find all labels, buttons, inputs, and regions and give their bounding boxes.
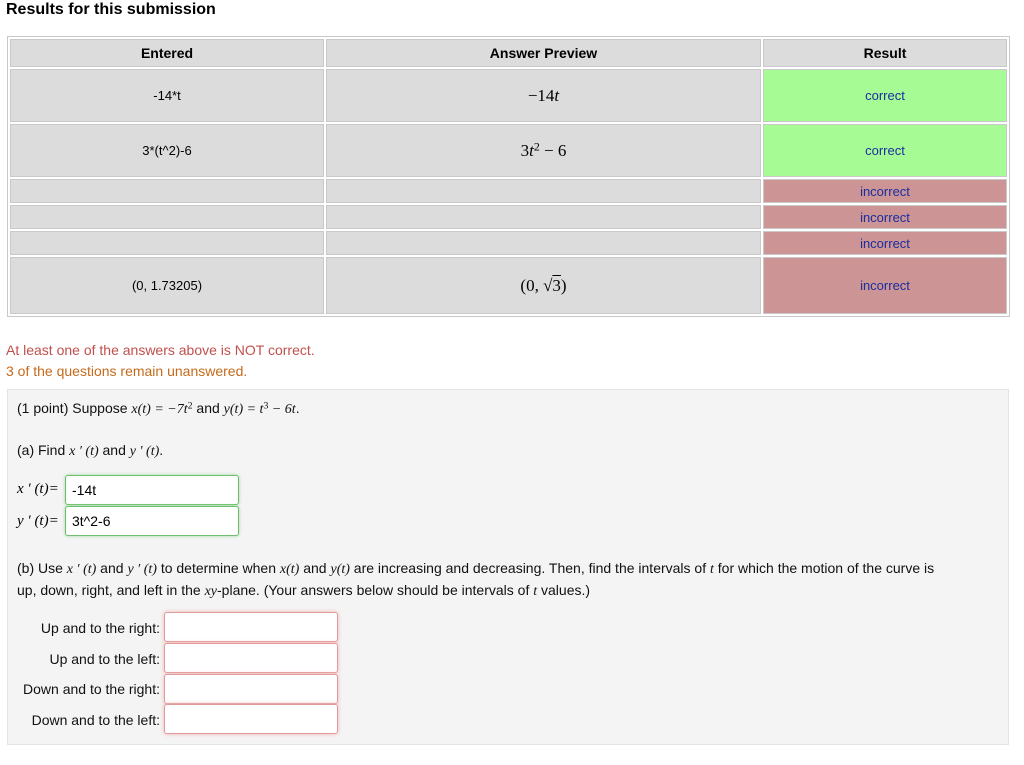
table-row bbox=[10, 124, 1007, 177]
entered-cell: 3*(t^2)-6 bbox=[10, 124, 324, 177]
preview-cell bbox=[326, 124, 761, 177]
result-cell-correct: correct bbox=[763, 124, 1007, 177]
yt-symbol: y(t) bbox=[330, 562, 350, 577]
part-b-text-6: -plane. (Your answers below should be intervals of bbox=[217, 582, 534, 598]
and-text: and bbox=[192, 400, 224, 416]
preview-a: 3 bbox=[520, 140, 530, 160]
t-symbol: t bbox=[533, 584, 538, 599]
preview-radicand: 3 bbox=[552, 275, 561, 295]
part-b-text-3: are increasing and decreasing. Then, find the intervals of bbox=[349, 560, 710, 576]
xprime-input[interactable] bbox=[65, 475, 239, 505]
t-symbol: t bbox=[710, 562, 714, 577]
entered-cell: (0, 1.73205) bbox=[10, 257, 324, 314]
results-heading: Results for this submission bbox=[6, 1, 216, 18]
part-b-prompt bbox=[17, 558, 1002, 602]
preview-cell bbox=[326, 257, 761, 314]
result-cell-correct: correct bbox=[763, 69, 1007, 122]
table-row bbox=[10, 69, 1007, 122]
part-b-text-7: values.) bbox=[537, 582, 591, 598]
entered-cell: -14*t bbox=[10, 69, 324, 122]
table-row bbox=[10, 179, 1007, 203]
table-header-row bbox=[10, 39, 1007, 67]
interval-label-up-right: Up and to the right: bbox=[40, 620, 160, 636]
table-row bbox=[10, 231, 1007, 255]
preview-close: ) bbox=[560, 275, 567, 295]
preview-b: − 6 bbox=[539, 140, 567, 160]
table-row bbox=[10, 205, 1007, 229]
preview-exp: 2 bbox=[533, 139, 540, 154]
column-header-result: Result bbox=[763, 39, 1007, 67]
sqrt-symbol: √ bbox=[543, 275, 553, 295]
results-table bbox=[7, 36, 1010, 317]
preview-cell bbox=[326, 231, 761, 255]
period: . bbox=[295, 400, 300, 416]
entered-cell bbox=[10, 179, 324, 203]
column-header-answer-preview: Answer Preview bbox=[326, 39, 761, 67]
preview-cell bbox=[326, 205, 761, 229]
and-text: and bbox=[96, 560, 128, 576]
interval-input-down-right[interactable] bbox=[164, 674, 338, 704]
result-cell-incorrect: incorrect bbox=[763, 257, 1007, 314]
unanswered-message: 3 of the questions remain unanswered. bbox=[6, 363, 248, 379]
intro-prefix: (1 point) Suppose bbox=[17, 400, 132, 416]
yprime-label: y ′ (t)= bbox=[17, 513, 59, 529]
interval-input-down-left[interactable] bbox=[164, 704, 338, 734]
not-correct-message: At least one of the answers above is NOT correct. bbox=[6, 342, 315, 358]
interval-input-up-left[interactable] bbox=[164, 643, 338, 673]
preview-cell bbox=[326, 179, 761, 203]
xprime-symbol: x ′ (t) bbox=[66, 562, 97, 577]
yprime-symbol: y ′ (t) bbox=[127, 562, 157, 577]
xprime-label: x ′ (t)= bbox=[17, 481, 59, 497]
x-exponent: 2 bbox=[187, 400, 193, 412]
part-b-text-5: up, down, right, and left in the bbox=[17, 582, 205, 598]
xt-symbol: x(t) bbox=[279, 562, 300, 577]
table-row bbox=[10, 257, 1007, 314]
part-b-text-2: to determine when bbox=[156, 560, 280, 576]
xy-symbol: xy bbox=[204, 584, 218, 599]
preview-open: (0, bbox=[520, 275, 544, 295]
result-cell-incorrect: incorrect bbox=[763, 205, 1007, 229]
column-header-entered: Entered bbox=[10, 39, 324, 67]
result-cell-incorrect: incorrect bbox=[763, 231, 1007, 255]
preview-coef: −14 bbox=[527, 85, 555, 105]
preview-cell bbox=[326, 69, 761, 122]
feedback-messages bbox=[6, 340, 315, 382]
interval-label-down-left: Down and to the left: bbox=[31, 712, 160, 728]
interval-label-down-right: Down and to the right: bbox=[23, 681, 160, 697]
y-definition: y(t) = t bbox=[223, 402, 264, 417]
preview-var: t bbox=[529, 140, 534, 160]
interval-input-up-right[interactable] bbox=[164, 612, 338, 642]
part-a-prefix: (a) Find bbox=[17, 442, 70, 458]
interval-label-up-left: Up and to the left: bbox=[49, 651, 160, 667]
entered-cell bbox=[10, 231, 324, 255]
xprime-symbol: x ′ (t) bbox=[69, 444, 99, 459]
and-text: and bbox=[98, 442, 130, 458]
part-b-text-1: (b) Use bbox=[17, 560, 67, 576]
part-b-text-4: for which the motion of the curve is bbox=[713, 560, 935, 576]
preview-var: t bbox=[554, 85, 560, 105]
yprime-input[interactable] bbox=[65, 506, 239, 536]
entered-cell bbox=[10, 205, 324, 229]
result-cell-incorrect: incorrect bbox=[763, 179, 1007, 203]
problem-statement bbox=[17, 400, 300, 418]
x-definition: x(t) = −7t bbox=[131, 402, 188, 417]
yprime-symbol: y ′ (t) bbox=[129, 444, 160, 459]
part-a-suffix: . bbox=[159, 442, 164, 458]
y-exponent: 3 bbox=[263, 400, 269, 412]
part-a-prompt bbox=[17, 442, 163, 460]
problem-box bbox=[7, 389, 1009, 745]
y-tail: − 6t bbox=[268, 402, 296, 417]
and-text: and bbox=[299, 560, 331, 576]
